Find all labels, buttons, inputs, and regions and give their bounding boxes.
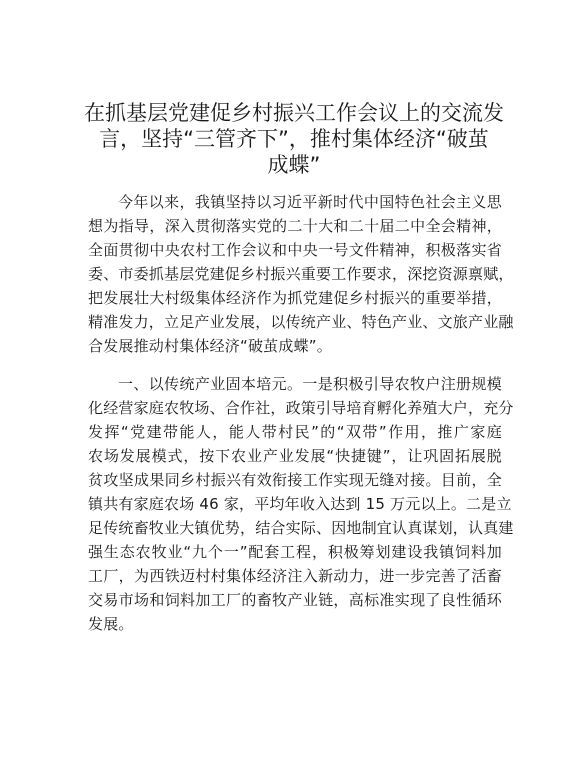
title-line: 在抓基层党建促乡村振兴工作会议上的交流发: [84, 101, 504, 125]
text-line: 全面贯彻中央农村工作会议和中央一号文件精神，积极落实省: [88, 241, 502, 259]
title-line: 成蝶”: [267, 153, 321, 177]
document-body: [88, 190, 514, 650]
paragraph-intro: [88, 190, 514, 358]
text-line: 精准发力，立足产业发展，以传统产业、特色产业、文旅产业融: [88, 313, 514, 331]
title-line: 言，坚持“三管齐下”，推村集体经济“破茧: [99, 127, 489, 151]
text-line: 发挥“党建带能人，能人带村民”的“双带”作用，推广家庭: [88, 423, 502, 441]
text-line: 合发展推动村集体经济“破茧成蝶”。: [88, 337, 332, 355]
text-line: 贫攻坚成果同乡村振兴有效衔接工作实现无缝对接。目前，全: [88, 471, 502, 489]
paragraph-section-1: [88, 372, 514, 636]
text-line: 化经营家庭农牧场、合作社，政策引导培育孵化养殖大户，充分: [88, 399, 514, 417]
document-title: [82, 100, 506, 178]
text-line: 镇共有家庭农场 46 家，平均年收入达到 15 万元以上。二是立: [88, 495, 512, 513]
text-line: 一、以传统产业固本培元。一是积极引导农牧户注册规模: [118, 375, 502, 393]
text-line: 委、市委抓基层党建促乡村振兴重要工作要求，深挖资源禀赋，: [88, 265, 514, 283]
text-line: 足传统畜牧业大镇优势，结合实际、因地制宜认真谋划，认真建: [88, 519, 514, 537]
text-line: 把发展壮大村级集体经济作为抓党建促乡村振兴的重要举措，: [88, 289, 502, 307]
text-line: 今年以来，我镇坚持以习近平新时代中国特色社会主义思: [118, 193, 502, 211]
text-line: 交易市场和饲料加工厂的畜牧产业链，高标准实现了良性循环: [88, 591, 502, 609]
text-line: 想为指导，深入贯彻落实党的二十大和二十届二中全会精神，: [88, 217, 502, 235]
text-line: 农场发展模式，按下农业产业发展“快捷键”，让巩固拓展脱: [88, 447, 502, 465]
text-line: 工厂，为西铁迈村村集体经济注入新动力，进一步完善了活畜: [88, 567, 502, 585]
text-line: 发展。: [88, 615, 134, 633]
text-line: 强生态农牧业“九个一”配套工程，积极筹划建设我镇饲料加: [88, 543, 502, 561]
